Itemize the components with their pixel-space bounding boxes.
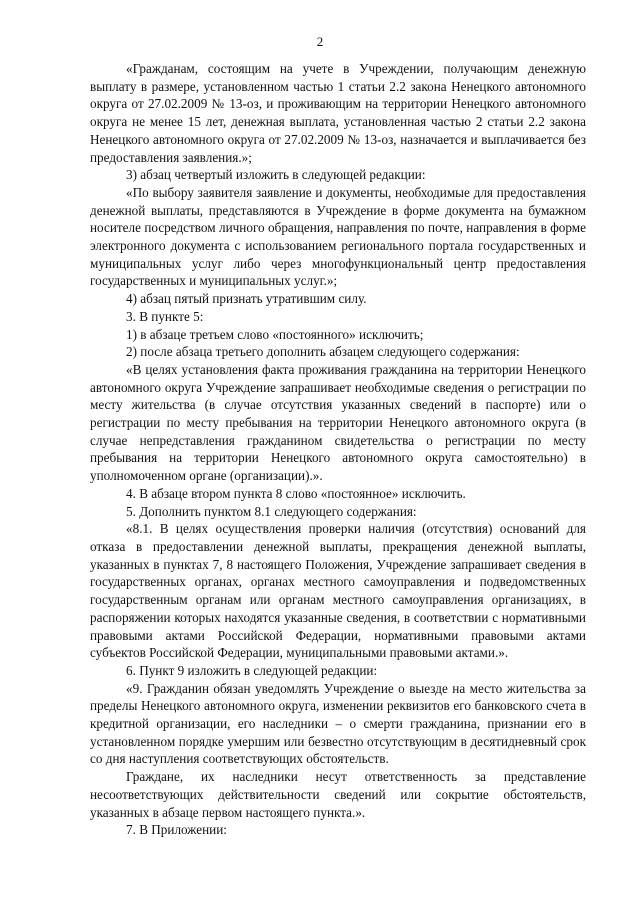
paragraph: 4. В абзаце втором пункта 8 слово «постоянное» исключить.: [126, 485, 466, 501]
paragraph: 4) абзац пятый признать утратившим силу.: [126, 291, 367, 307]
paragraph: 1) в абзаце третьем слово «постоянного» исключить;: [126, 326, 424, 342]
paragraph: 2) после абзаца третьего дополнить абзацем следующего содержания:: [126, 344, 520, 360]
paragraph: «9. Гражданин обязан уведомлять Учреждение о выезде на место жительства за пределы Ненецкого автономного округа, изменении реквизитов его банковского счета в кредитной организации, его наследники – о смерти гражданина, признании его в установленном порядке умершим или безвестно отсутствующим в десятидневный срок со дня наступления соответствующих обстоятельств.: [90, 680, 586, 767]
paragraph: «По выбору заявителя заявление и документы, необходимые для предоставления денежной выплаты, представляются в Учреждение в форме документа на бумажном носителе посредством личного обращения, направления по почте, направления в форме электронного документа с использованием регионального портала государственных и муниципальных услуг либо через многофункциональный центр предоставления государственных и муниципальных услуг.»;: [90, 184, 586, 289]
paragraph: 3) абзац четвертый изложить в следующей редакции:: [126, 167, 426, 183]
paragraph: 6. Пункт 9 изложить в следующей редакции:: [126, 662, 378, 678]
page-number: 2: [316, 34, 324, 49]
paragraph: 5. Дополнить пунктом 8.1 следующего содержания:: [126, 503, 417, 519]
paragraph: «8.1. В целях осуществления проверки наличия (отсутствия) оснований для отказа в предоставлении денежной выплаты, прекращения денежной выплаты, указанных в пунктах 7, 8 настоящего Положения, Учреждение запрашивает сведения в государственных органах, органах местного самоуправления и подведомственных государственным органам или органам местного самоуправления организациях, в распоряжении которых находятся указанные сведения, в соответствии с нормативными правовыми актами Российской Федерации, нормативными правовыми актами субъектов Российской Федерации, муниципальными правовыми актами.».: [90, 521, 586, 661]
document-body: [90, 60, 586, 839]
paragraph: «В целях установления факта проживания гражданина на территории Ненецкого автономного округа Учреждение запрашивает необходимые сведения о регистрации по месту жительства (в случае отсутствия указанных сведений в паспорте) или о регистрации по месту пребывания на территории Ненецкого автономного округа (в случае непредставления гражданином свидетельства о регистрации по месту пребывания на территории Ненецкого автономного округа самостоятельно) в уполномоченном органе (организации).».: [90, 361, 586, 484]
paragraph: 3. В пункте 5:: [126, 308, 204, 324]
paragraph: Граждане, их наследники несут ответственность за представление несоответствующих действительности сведений или сокрытие обстоятельств, указанных в абзаце первом настоящего пункта.».: [90, 769, 586, 820]
paragraph: 7. В Приложении:: [126, 822, 227, 838]
paragraph: «Гражданам, состоящим на учете в Учреждении, получающим денежную выплату в размере, установленном частью 1 статьи 2.2 закона Ненецкого автономного округа от 27.02.2009 № 13-оз, и проживающим на территории Ненецкого автономного округа не менее 15 лет, денежная выплата, установленная частью 2 статьи 2.2 закона Ненецкого автономного округа от 27.02.2009 № 13-оз, назначается и выплачивается без предоставления заявления.»;: [90, 61, 586, 165]
